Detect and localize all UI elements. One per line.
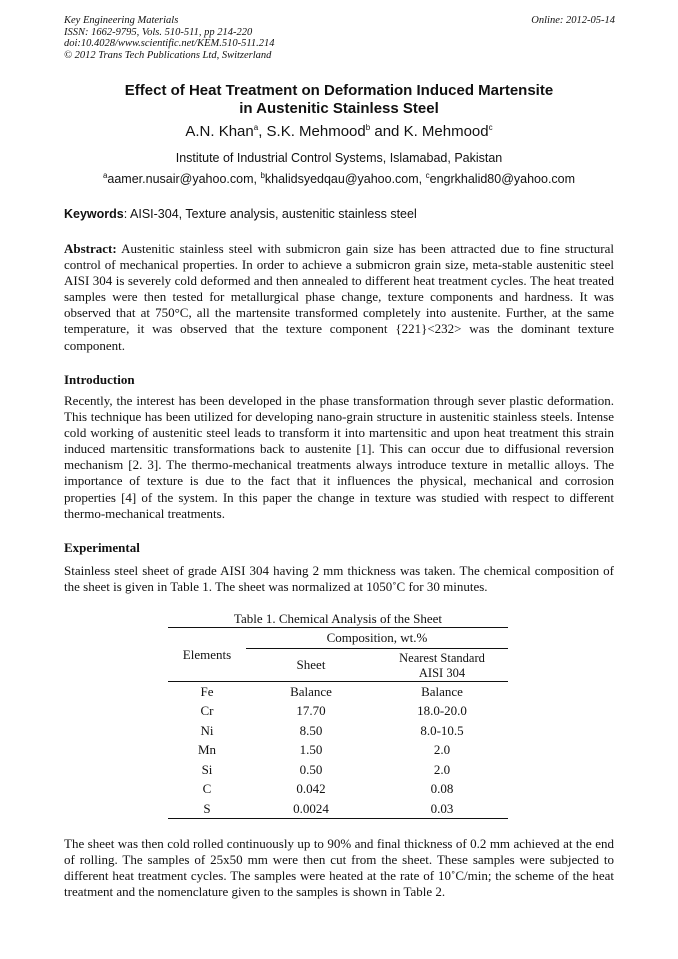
table-row — [168, 740, 508, 760]
cell-element: Cr — [200, 703, 214, 718]
keywords-text: : AISI-304, Texture analysis, austenitic stainless steel — [123, 207, 417, 221]
cell-standard: 0.03 — [430, 800, 454, 816]
journal-name: Key Engineering Materials — [64, 15, 179, 26]
email-list — [64, 172, 614, 186]
journal-header — [64, 15, 274, 61]
email-separator: , — [418, 172, 426, 186]
email-address[interactable]: engrkhalid80@yahoo.com — [429, 172, 576, 186]
title-line-1: Effect of Heat Treatment on Deformation Induced Martensite — [124, 82, 554, 99]
table-row — [168, 701, 508, 721]
issn-line: ISSN: 1662-9795, Vols. 510-511, pp 214-220 — [64, 26, 253, 38]
cell-sheet: 0.042 — [296, 781, 326, 796]
cell-sheet: 17.70 — [296, 703, 326, 718]
cell-element: C — [202, 781, 212, 796]
email-sup: c — [425, 170, 430, 180]
introduction-text: Recently, the interest has been developed in the phase transformation through sever plastic deformation. This technique has been utilized for developing nano-grain structure in austenitic stainless steels. Intense cold working of austenitic steel leads to transform it into martensitic and upon heat treatment this strain induced martensitic transformations back to austenite [1]. This can occur due to diffusional reversion mechanism [2. 3]. The thermo-mechanical treatments always introduce texture in metallic alloys. The importance of texture is due to the fact that it influences the physical, mechanical and corrosion properties [4] of the system. In this paper the change in texture was studied with respect to different thermo-mechanical treatments. — [64, 393, 614, 521]
introduction-heading: Introduction — [64, 372, 135, 387]
email-sup: a — [102, 170, 108, 180]
cell-standard: 8.0-10.5 — [420, 722, 464, 738]
affiliation: Institute of Industrial Control Systems, Islamabad, Pakistan — [175, 151, 503, 165]
author-sup: a — [253, 123, 259, 132]
cell-standard: 0.08 — [430, 781, 454, 796]
cell-standard: 2.0 — [433, 761, 451, 777]
author-list — [64, 123, 614, 140]
author-separator: and — [370, 123, 404, 140]
chemical-analysis-table — [168, 627, 508, 819]
header-standard — [376, 648, 508, 681]
email-separator: , — [253, 172, 261, 186]
abstract-text: Austenitic stainless steel with submicron gain size has been attracted due to fine structural control of mechanical properties. In order to achieve a submicron grain size, meta-stable austenitic steel AISI 304 is severely cold deformed and then annealed to different heat treatment cycles. The heat treated samples were then tested for metallurgical phase change, texture components and hardness. It was observed that at 750°C, all the martensite transformed completely into austenite. Further, at the same temperature, it was observed that the texture component {221}<232> was the dominant texture component. — [64, 241, 614, 353]
table-row — [168, 681, 508, 701]
cell-sheet: 0.50 — [299, 761, 323, 777]
table-row — [168, 721, 508, 741]
cell-element: Fe — [200, 683, 214, 699]
paper-title — [64, 82, 614, 118]
author-name: K. Mehmood — [403, 123, 489, 140]
abstract — [64, 241, 614, 354]
cell-sheet: 0.0024 — [293, 800, 329, 816]
cell-sheet: 1.50 — [299, 742, 323, 757]
abstract-label: Abstract: — [64, 241, 117, 256]
title-line-2: in Austenitic Stainless Steel — [239, 100, 439, 117]
cell-standard: Balance — [421, 683, 463, 699]
cell-sheet: 8.50 — [299, 722, 323, 738]
experimental-heading: Experimental — [64, 540, 140, 555]
keywords — [64, 207, 614, 221]
doi-line: doi:10.4028/www.scientific.net/KEM.510-511.214 — [64, 38, 275, 49]
cell-element: Si — [201, 761, 213, 777]
header-standard-line1: Nearest Standard — [399, 650, 485, 665]
cell-element: Ni — [200, 722, 214, 738]
table-row — [168, 760, 508, 780]
header-composition: Composition, wt.% — [246, 628, 508, 649]
copyright-line: © 2012 Trans Tech Publications Ltd, Switzerland — [64, 49, 272, 61]
header-sheet: Sheet — [296, 656, 326, 672]
author-separator: , — [258, 123, 267, 140]
post-table-text: The sheet was then cold rolled continuously up to 90% and final thickness of 0.2 mm achieved at the end of rolling. The samples of 25x50 mm were then cut from the sheet. These samples were subjected to different heat treatment cycles. The samples were heated at the rate of 10˚C/min; the scheme of the heat treatment and the nomenclature given to the samples is shown in Table 2. — [64, 836, 614, 900]
email-address[interactable]: khalidsyedqau@yahoo.com — [264, 172, 419, 186]
author-name: A.N. Khan — [185, 123, 254, 140]
experimental-text: Stainless steel sheet of grade AISI 304 having 2 mm thickness was taken. The chemical composition of the sheet is given in Table 1. The sheet was normalized at 1050˚C for 30 minutes. — [64, 563, 614, 595]
header-standard-line2: AISI 304 — [418, 665, 466, 680]
table-caption: Table 1. Chemical Analysis of the Sheet — [233, 611, 443, 626]
cell-standard: 2.0 — [433, 742, 451, 757]
cell-element: Mn — [197, 742, 217, 757]
email-sup: b — [260, 170, 265, 180]
cell-standard: 18.0-20.0 — [417, 703, 467, 718]
author-sup: b — [365, 123, 371, 132]
author-name: S.K. Mehmood — [266, 123, 366, 140]
author-sup: c — [488, 123, 493, 132]
cell-element: S — [203, 800, 211, 816]
online-date: Online: 2012-05-14 — [531, 15, 615, 26]
email-address[interactable]: aamer.nusair@yahoo.com — [107, 172, 254, 186]
cell-sheet: Balance — [290, 683, 332, 699]
header-elements: Elements — [182, 646, 232, 662]
table-row — [168, 799, 508, 819]
keywords-label: Keywords — [64, 207, 124, 221]
table-row — [168, 779, 508, 799]
